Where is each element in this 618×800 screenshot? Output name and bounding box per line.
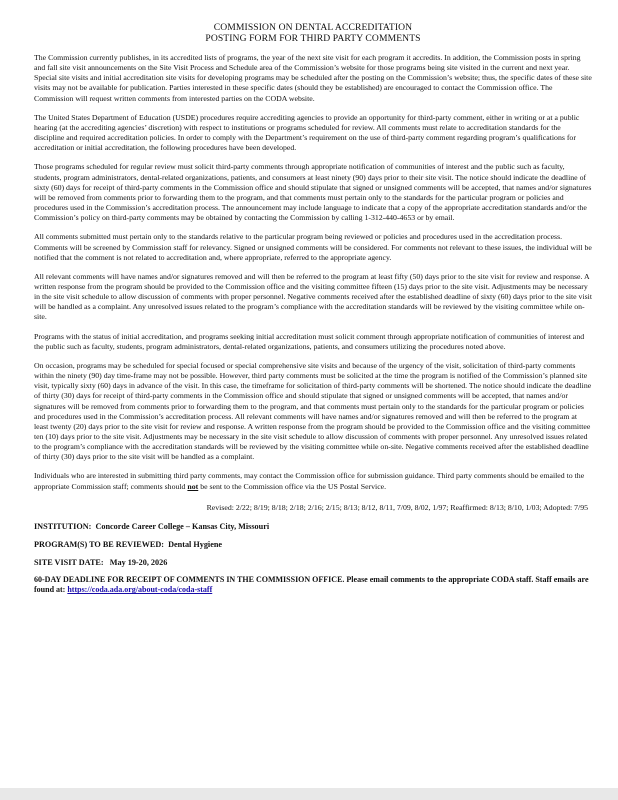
title-line-1: COMMISSION ON DENTAL ACCREDITATION (213, 22, 413, 33)
site-visit-value: May 19-20, 2026 (109, 557, 168, 567)
paragraph-special-visits: On occasion, programs may be scheduled for special focused or special comprehensive site visits and because of the urgency of the visit, solicitation of third-party comments within the ninety (90) day time-frame may not be possible. However, third party comments must be solicited at the time the program is notified of the Commission’s planned site visit, typically sixty (60) days in advance of the visit. In this case, the timeframe for solicitation of third-party comments will be shortened. The notice should indicate the deadline of thirty (30) days for receipt of third-party comments in the Commission office and should stipulate that signed or unsigned comments will be accepted, that names and/or signatures will be removed from comments prior to forwarding them to the program, and that comments must pertain only to the standards for the particular program or policies and procedures used in the Commission’s accreditation process. All relevant comments will have names and/or signatures removed and will then be referred to the program at least twenty (20) days prior to the site visit for review and response. A written response from the program should be provided to the Commission office and the visiting committee ten (10) days prior to the site visit. Adjustments may be necessary in the site visit schedule to allow discussion of comments with proper personnel. Any unresolved issues related to the program’s compliance with the accreditation standards will be reviewed by the visiting committee while on-site. Negative comments received after the established deadline of thirty (30) days prior to the site visit will be handled as a complaint. (34, 360, 592, 462)
paragraph-initial-accreditation: Programs with the status of initial accreditation, and programs seeking initial accreditation must solicit comment through appropriate notification of communities of interest and the public such as faculty, students, program administrators, dental-related organizations, patients, and consumers utilizing the procedures noted above. (34, 331, 585, 351)
revision-history: Revised: 2/22; 8/19; 8/18; 2/18; 2/16; 2/15; 8/13; 8/12, 8/11, 7/09, 8/02, 1/97; Reaffirmed: 8/13; 8/10, 1/03; Adopted: 7/95 (206, 502, 588, 512)
paragraph-regular-review: Those programs scheduled for regular review must solicit third-party comments through appropriate notification of communities of interest and the public such as faculty, students, program administrators, dental-related organizations, patients, and consumers at least ninety (90) days prior to their site visit. The notice should indicate the deadline of sixty (60) days for receipt of third-party comments in the Commission office and should stipulate that signed or unsigned comments will be accepted, that names and/or signatures will be removed from comments prior to forwarding them to the program, and that comments must pertain only to the standards for the particular program or policies and procedures used in the Commission’s accreditation process. The announcement may include language to indicate that a copy of the appropriate accreditation standards and/or the Commission’s policy on third-party comments may be obtained by contacting the Commission by calling 1-312-440-4653 or by email. (34, 162, 592, 223)
page-bottom-band (0, 788, 618, 800)
institution-label: INSTITUTION: (34, 521, 92, 531)
site-visit-label: SITE VISIT DATE: (34, 557, 104, 567)
paragraph-usde: The United States Department of Education (USDE) procedures require accrediting agencies to provide an opportunity for third-party comment, either in writing or at a public hearing (at the accrediting agencies’ discretion) with respect to institutions or programs scheduled for review. All comments must relate to accreditation standards for the discipline and required accreditation policies. In order to comply with the Department’s requirement on the use of third-party comment regarding program’s qualifications for accreditation or initial accreditation, the following procedures have been developed. (34, 112, 580, 153)
deadline-notice (34, 575, 592, 596)
paragraph-screening: All comments submitted must pertain only to the standards relative to the particular program being reviewed or policies and procedures used in the accreditation process. Comments will be screened by Commission staff for relevancy. Signed or unsigned comments will be considered. For comments not relevant to these issues, the individual will be notified that the comment is not related to accreditation and, where appropriate, referred to the appropriate agency. (34, 232, 592, 262)
emphasis-not: not (187, 481, 199, 491)
programs-field (34, 539, 592, 550)
institution-value: Concorde Career College – Kansas City, Missouri (95, 521, 270, 531)
deadline-text: 60-DAY DEADLINE FOR RECEIPT OF COMMENTS IN THE COMMISSION OFFICE. Please email comments to the appropriate CODA staff. Staff emails are found at: (34, 574, 589, 595)
document-title (34, 22, 592, 44)
institution-field (34, 521, 592, 532)
submission-text-after: be sent to the Commission office via the US Postal Service. (198, 481, 387, 491)
paragraph-submission-guidance (34, 471, 592, 491)
title-line-2: POSTING FORM FOR THIRD PARTY COMMENTS (205, 33, 421, 44)
programs-value: Dental Hygiene (168, 539, 223, 549)
programs-label: PROGRAM(S) TO BE REVIEWED: (34, 539, 165, 549)
paragraph-posting: The Commission currently publishes, in its accredited lists of programs, the year of the next site visit for each program it accredits. In addition, the Commission posts in spring and fall site visit announcements on the Site Visit Process and Schedule area of the Commission’s website for those programs being site visited in the current and next year. Special site visits and initial accreditation site visits for developing programs may be scheduled after the posting on the Commission’s website; thus, the specific dates of these site visits may not be available for publication. Parties interested in these specific dates (should they be established) are encouraged to contact the Commission office. The Commission will request written comments from interested parties on the CODA website. (34, 53, 592, 103)
submission-text-before: Individuals who are interested in submitting third party comments, may contact the Commission office for submission guidance. Third party comments should be emailed to the appropriate Commission staff; comments should (34, 471, 585, 491)
paragraph-relevant-comments: All relevant comments will have names and/or signatures removed and will then be referred to the program at least fifty (50) days prior to the site visit for review and response. A written response from the program should be provided to the Commission office and the visiting committee fifteen (15) days prior to the site visit. Adjustments may be necessary in the site visit schedule to allow discussion of comments with proper personnel. Negative comments received after the established deadline of sixty (60) days prior to the site visit will be handled as a complaint. Any unresolved issues related to the program’s compliance with the accreditation standards will be reviewed by the visiting committee while on-site. (34, 271, 592, 322)
site-visit-field (34, 557, 592, 568)
coda-staff-link[interactable]: https://coda.ada.org/about-coda/coda-staff (67, 585, 213, 595)
